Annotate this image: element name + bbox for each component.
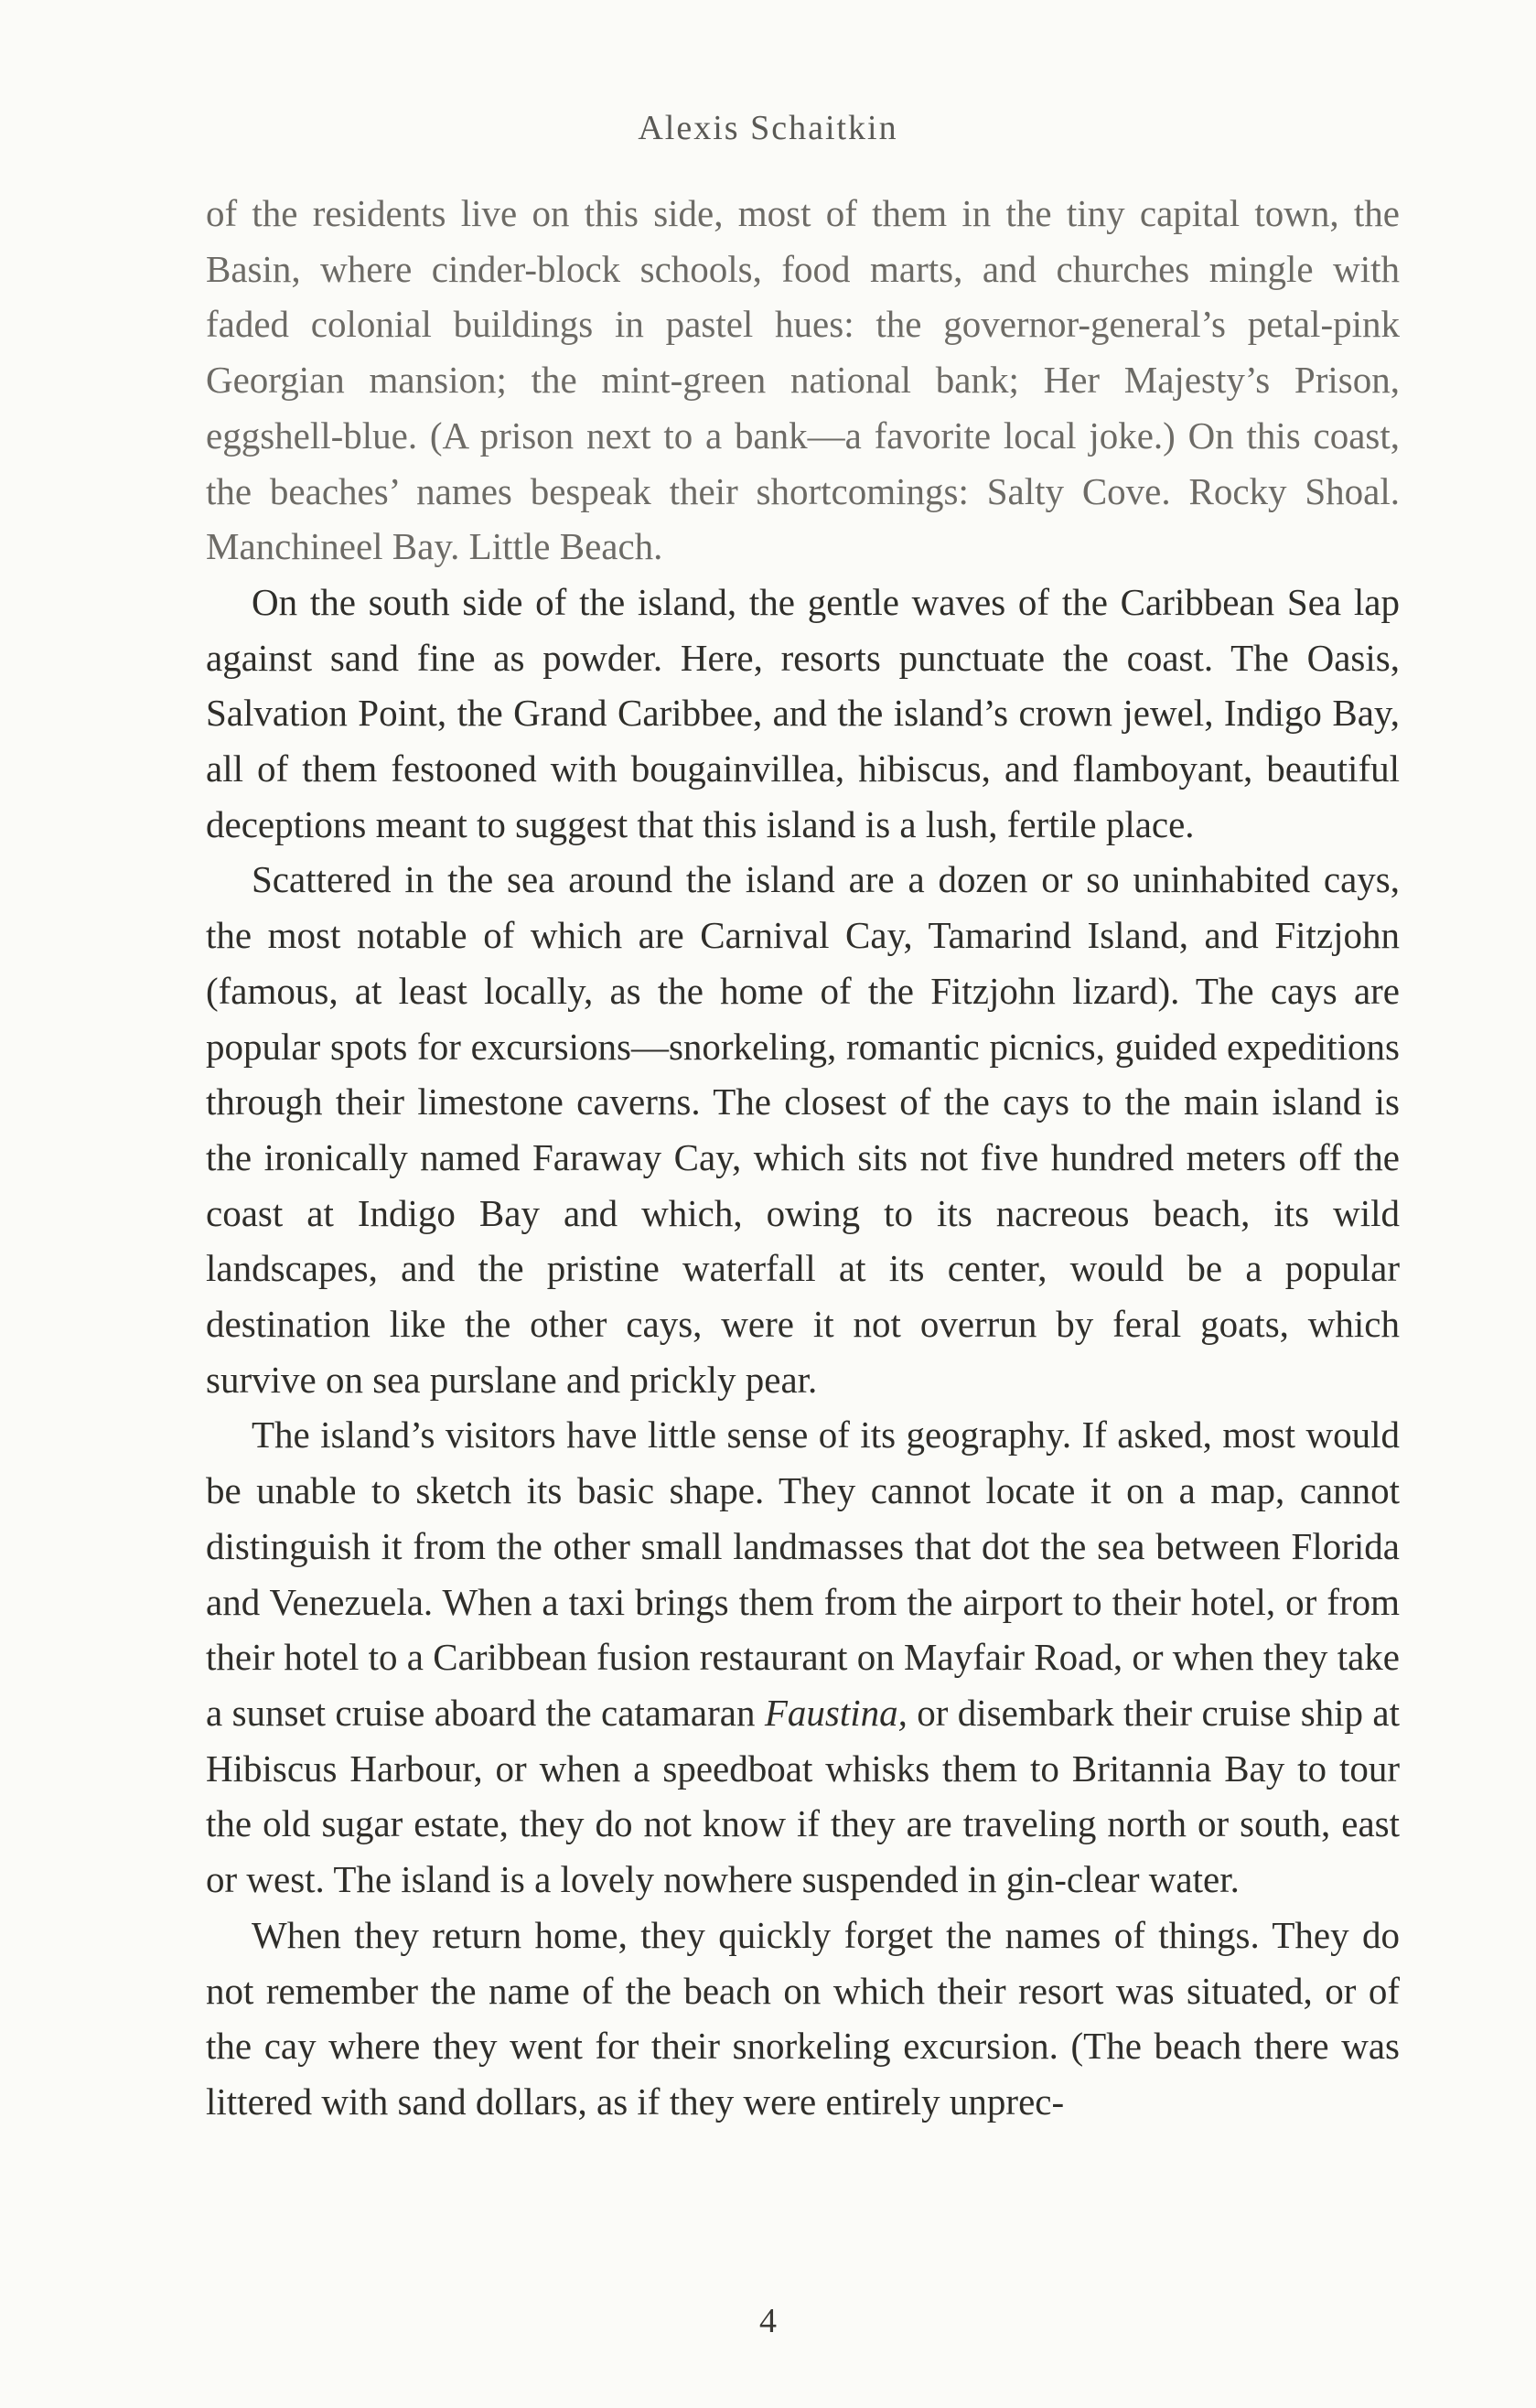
paragraph-continued: of the residents live on this side, most of them in the tiny capital town, the Basin, where cinder-block schools, food marts, and churches mingle with faded colonial buildings in pastel hues: the governor-general’s petal-pink Georgian mansion; the mint-green national bank; Her Majesty’s Prison, eggshell-blue. (A prison next to a bank—a favorite local joke.) On this coast, the beaches’ names bespeak their shortcomings: Salty Cove. Rocky Shoal. Manchineel Bay. Little Beach. (206, 192, 1400, 568)
paragraph-visitors-text-1: The island’s visitors have little sense of its geography. If asked, most would be unable to sketch its basic shape. They cannot locate it on a map, cannot distinguish it from the other small landmasses that dot the sea between Florida and Venezuela. When a taxi brings them from the airport to their hotel, or from their hotel to a Caribbean fusion restaurant on Mayfair Road, or when they take a sunset cruise aboard the catamaran (206, 1414, 1400, 1734)
body-text (206, 186, 1400, 2130)
paragraph-visitors (206, 1407, 1400, 1907)
running-head: Alexis Schaitkin (638, 109, 898, 147)
paragraph-visitors-text-2: or disembark their cruise ship at Hibiscus Harbour, or when a speedboat whisks them to Britannia Bay to tour the old sugar estate, they do not know if they are traveling north or south, east or west. The island is a lovely nowhere suspended in gin-clear water. (206, 1691, 1401, 1901)
paragraph-cays: Scattered in the sea around the island are a dozen or so uninhabited cays, the most notable of which are Carnival Cay, Tamarind Island, and Fitzjohn (famous, at least locally, as the home of the Fitzjohn lizard). The cays are popular spots for excursions—snorkeling, romantic picnics, guided expeditions through their limestone caverns. The closest of the cays to the main island is the ironically named Faraway Cay, which sits not five hundred meters off the coast at Indigo Bay and which, owing to its nacreous beach, its wild landscapes, and the pristine waterfall at its center, would be a popular destination like the other cays, were it not overrun by feral goats, which survive on sea purslane and prickly pear. (206, 858, 1400, 1401)
paragraph-return-home: When they return home, they quickly forget the names of things. They do not remember the name of the beach on which their resort was situated, or of the cay where they went for their snorkeling excursion. (The beach there was littered with sand dollars, as if they were entirely unprec- (206, 1913, 1400, 2123)
boat-name-italic: Faustina, (764, 1691, 908, 1734)
paragraph-south-side: On the south side of the island, the gentle waves of the Caribbean Sea lap against sand fine as powder. Here, resorts punctuate the coast. The Oasis, Salvation Point, the Grand Caribbee, and the island’s crown jewel, Indigo Bay, all of them festooned with bougainvillea, hibiscus, and flamboyant, beautiful deceptions meant to suggest that this island is a lush, fertile place. (206, 580, 1400, 845)
page-number: 4 (759, 2302, 777, 2340)
